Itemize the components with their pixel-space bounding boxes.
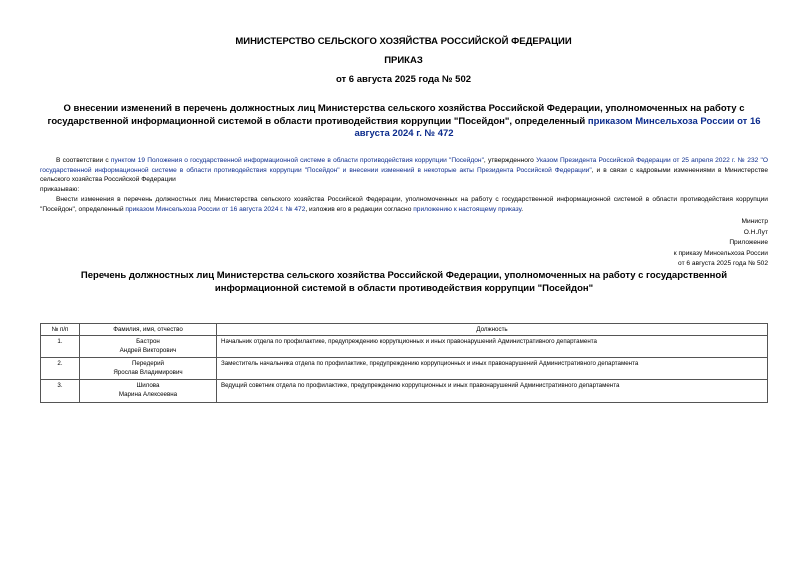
appendix-link[interactable]: приложению к настоящему приказу bbox=[413, 205, 522, 213]
preamble-text-3: , и в связи с кадровыми изменениями в Министерстве сельского хозяйства Российской Федерации bbox=[40, 166, 768, 184]
ministry-name: МИНИСТЕРСТВО СЕЛЬСКОГО ХОЗЯЙСТВА РОССИЙСКОЙ ФЕДЕРАЦИИ bbox=[235, 36, 572, 47]
row-full-name bbox=[80, 380, 217, 402]
preamble-paragraph bbox=[40, 156, 768, 185]
column-header-name: Фамилия, имя, отчество bbox=[80, 324, 217, 336]
regulation-clause-link[interactable]: пунктом 19 Положения о государственной информационной системе в области противодействия коррупции "Посейдон" bbox=[110, 157, 484, 164]
document-title bbox=[40, 103, 768, 141]
appendix-header bbox=[568, 238, 768, 270]
row-number: 2. bbox=[41, 358, 80, 380]
column-header-number: № п/п bbox=[41, 324, 80, 336]
row-position: Заместитель начальника отдела по профилактике, предупреждению коррупционных и иных правонарушений Административного департамента bbox=[217, 358, 768, 380]
document-type: ПРИКАЗ bbox=[384, 55, 423, 66]
document-date-number: от 6 августа 2025 года № 502 bbox=[335, 74, 472, 85]
row-number: 1. bbox=[41, 336, 80, 358]
appendix-date: от 6 августа 2025 года № 502 bbox=[678, 260, 768, 268]
table-row bbox=[41, 358, 768, 380]
operative-text-2: , изложив его в редакции согласно bbox=[305, 205, 414, 213]
row-full-name bbox=[80, 336, 217, 358]
preamble-text-1: В соответствии с bbox=[56, 157, 111, 164]
column-header-position: Должность bbox=[217, 324, 768, 336]
row-position: Ведущий советник отдела по профилактике, предупреждению коррупционных и иных правонарушений Административного департамента bbox=[217, 380, 768, 402]
row-position: Начальник отдела по профилактике, предупреждению коррупционных и иных правонарушений Административного департамента bbox=[217, 336, 768, 358]
signature-position: Министр bbox=[741, 218, 768, 225]
officials-table bbox=[40, 323, 768, 403]
operative-paragraph bbox=[40, 195, 768, 214]
row-surname: Передерий bbox=[131, 360, 165, 368]
row-surname: Шилова bbox=[136, 382, 160, 390]
order-word: приказываю: bbox=[40, 186, 80, 193]
presidential-decree-link[interactable]: Указом Президента Российской Федерации от 25 апреля 2022 г. № 232 "О государственной информационной системе в области противодействия коррупции "Посейдон" и внесении изменений в некоторые акты Президента Российской Федерации" bbox=[40, 157, 768, 174]
row-full-name bbox=[80, 358, 217, 380]
preamble-text-2: , утвержденного bbox=[483, 157, 537, 164]
document-title-text: О внесении изменений в перечень должностных лиц Министерства сельского хозяйства Российской Федерации, уполномоченных на работу с государственной информационной системой в области противодействия коррупции "Посейдон", определенный bbox=[47, 103, 745, 127]
order-472-link[interactable]: приказом Минсельхоза России от 16 августа 2024 г. № 472 bbox=[125, 205, 306, 213]
operative-text-1: Внести изменения в перечень должностных лиц Министерства сельского хозяйства Российской Федерации, уполномоченных на работу с государственной информационной системой в области противодействия коррупции "Посейдон", определенный bbox=[40, 196, 768, 213]
operative-text-3: . bbox=[521, 205, 524, 213]
row-given-names: Ярослав Владимирович bbox=[113, 368, 183, 376]
signature-block bbox=[568, 217, 768, 238]
appendix-reference: к приказу Минсельхоза России bbox=[673, 249, 768, 257]
appendix-label: Приложение bbox=[729, 239, 768, 246]
title-order-link[interactable]: приказом Минсельхоза России от 16 августа 2024 г. № 472 bbox=[354, 115, 761, 139]
table-row bbox=[41, 380, 768, 402]
signature-name: О.Н.Лут bbox=[743, 228, 768, 236]
row-given-names: Марина Алексеевна bbox=[118, 390, 178, 398]
row-number: 3. bbox=[41, 380, 80, 402]
table-header-row bbox=[41, 324, 768, 336]
table-row bbox=[41, 336, 768, 358]
list-title: Перечень должностных лиц Министерства сельского хозяйства Российской Федерации, уполномоченных на работу с государственной информационной системой в области противодействия коррупции "Посейдон" bbox=[80, 270, 728, 294]
row-surname: Бастрон bbox=[136, 338, 160, 345]
row-given-names: Андрей Викторович bbox=[119, 346, 177, 354]
